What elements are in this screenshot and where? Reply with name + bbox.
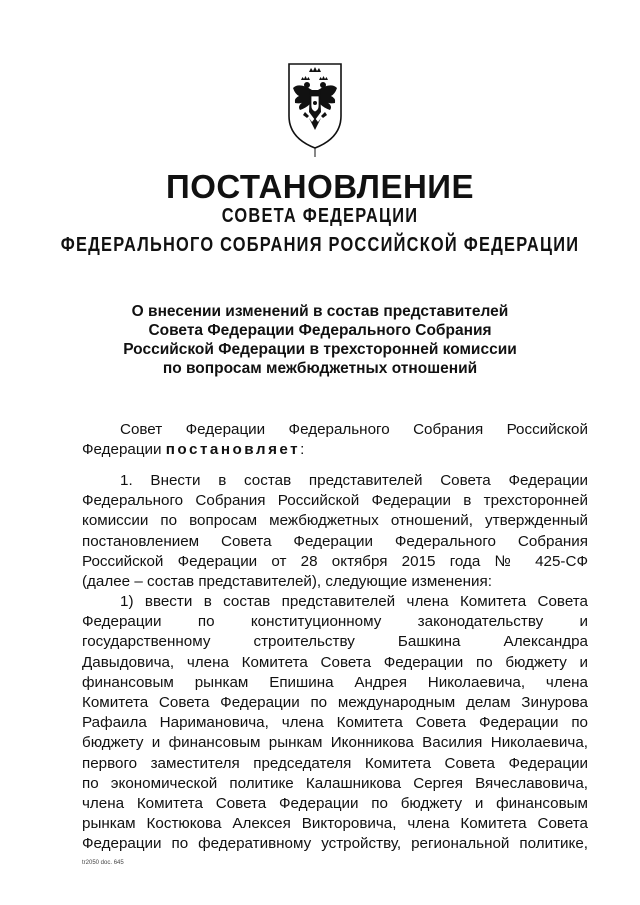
intro-paragraph [82, 420, 588, 460]
subject-line: О внесении изменений в состав представителей [131, 303, 509, 320]
intro-suffix: : [300, 441, 305, 459]
issuer-line-2: ФЕДЕРАЛЬНОГО СОБРАНИЯ РОССИЙСКОЙ ФЕДЕРАЦИИ [60, 234, 580, 256]
decree-word: постановляет [165, 441, 301, 459]
paragraph-1-item-1 [82, 592, 588, 855]
issuer-line-1: СОВЕТА ФЕДЕРАЦИИ [221, 205, 419, 227]
subject-line: по вопросам межбюджетных отношений [162, 360, 478, 377]
intro-line: Совет Федерации Федерального Собрания Российской [120, 421, 588, 438]
paragraph-line: постановлением Совета Федерации Федерального Собрания [82, 532, 588, 550]
paragraph-line: Давыдовича, члена Комитета Совета Федерации по бюджету и [82, 653, 588, 671]
paragraph-line: члена Комитета Совета Федерации по бюджету и финансовым [82, 795, 588, 813]
paragraph-1 [82, 471, 588, 592]
paragraph-line: комиссии по вопросам межбюджетных отношений, утвержденный [82, 512, 588, 530]
intro-prefix: Федерации [82, 441, 166, 459]
paragraph-line: (далее – состав представителей), следующие изменения: [82, 573, 492, 591]
document-subject [0, 302, 640, 378]
paragraph-line: бюджету и финансовым рынкам Иконникова Василия Николаевича, [82, 734, 588, 752]
paragraph-line: рынкам Костюкова Алексея Викторовича, члена Комитета Совета [82, 815, 588, 833]
subject-line: Совета Федерации Федерального Собрания [148, 322, 492, 339]
paragraph-line: Комитета Совета Федерации по международным делам Зинурова [82, 694, 588, 712]
paragraph-line: финансовым рынкам Епишина Андрея Николаевича, члена [82, 673, 588, 691]
document-type-title: ПОСТАНОВЛЕНИЕ [165, 168, 475, 205]
paragraph-line: Российской Федерации от 28 октября 2015 года № 425-СФ [82, 552, 588, 570]
paragraph-line: 1. Внести в состав представителей Совета Федерации [120, 472, 588, 489]
footer-doc-code: tr2050 doc. 645 [82, 860, 124, 866]
intro-line [82, 440, 588, 460]
paragraph-line: Федерации по федеративному устройству, региональной политике, [82, 835, 588, 853]
paragraph-line: Федерации по конституционному законодательству и [82, 613, 588, 631]
paragraph-line: первого заместителя председателя Комитета Совета Федерации [82, 754, 588, 772]
paragraph-line: Федерального Собрания Российской Федерации в трехсторонней [82, 492, 588, 510]
paragraph-line: по экономической политике Калашникова Сергея Вячеславовича, [82, 774, 588, 792]
paragraph-line: 1) ввести в состав представителей члена Комитета Совета [120, 593, 588, 610]
russian-coat-of-arms-icon [283, 60, 347, 158]
subject-line: Российской Федерации в трехсторонней комиссии [123, 341, 517, 358]
paragraph-line: государственному строительству Башкина Александра [82, 633, 588, 651]
paragraph-line: Рафаила Наримановича, члена Комитета Совета Федерации по [82, 714, 588, 732]
